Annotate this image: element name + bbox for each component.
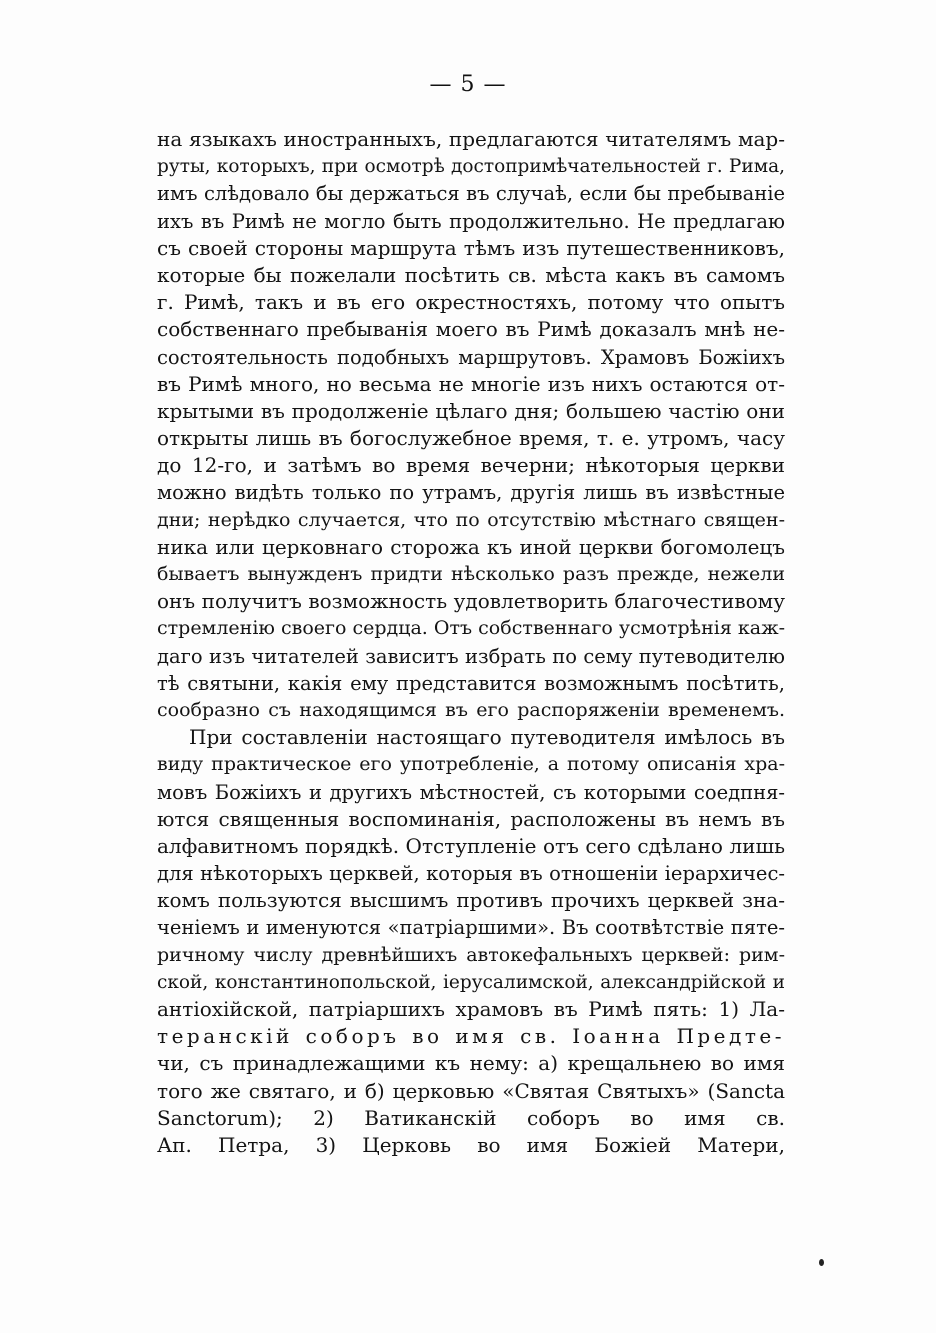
text-line: ника или церковнаго сторожа къ иной церкви богомолецъ xyxy=(157,534,785,559)
text-line: дни; нерѣдко случается, что по отсутствію мѣстнаго священ- xyxy=(157,508,785,531)
text-line: для нѣкоторыхъ церквей, которыя въ отношеніи іерархичес- xyxy=(157,862,785,886)
text-line: имъ слѣдовало бы держаться въ случаѣ, если бы пребываніе xyxy=(157,182,785,206)
text-line: онъ получитъ возможность удовлетворить благочестивому xyxy=(157,589,785,614)
text-line: можно видѣть только по утрамъ, другія лишь въ извѣстные xyxy=(157,481,785,505)
text-line: комъ пользуются высшимъ противъ прочихъ церквей зна- xyxy=(157,888,785,913)
text-line: руты, которыхъ, при осмотрѣ достопримѣчательностей г. Рима, xyxy=(157,156,785,178)
text-line: антіохійской, патріаршихъ храмовъ въ Римѣ пять: 1) Ла- xyxy=(157,997,785,1021)
text-line: алфавитномъ порядкѣ. Отступленіе отъ сего сдѣлано лишь xyxy=(157,833,785,858)
text-line: состоятельность подобныхъ маршрутовъ. Храмовъ Божіихъ xyxy=(157,345,785,369)
text-line: Ап. Петра, 3) Церковь во имя Божіей Матери, xyxy=(157,1132,785,1157)
text-line: сообразно съ находящимся въ его распоряженіи временемъ. xyxy=(157,698,785,721)
text-line: ются священныя воспоминанія, расположены въ немъ въ xyxy=(157,806,785,831)
text-line: въ Римѣ много, но весьма не многіе изъ нихъ остаются от- xyxy=(157,371,785,396)
text-line: виду практическое его употребленіе, а потому описанія хра- xyxy=(157,753,785,776)
text-line: ченіемъ и именуются «патріаршими». Въ соотвѣтствіе пяте- xyxy=(157,916,785,940)
text-line-spaced: теранскій соборъ во имя св. Іоанна Предте- xyxy=(157,1024,785,1049)
text-line: съ своей стороны маршрута тѣмъ изъ путешественниковъ, xyxy=(157,235,785,260)
page-number: — 5 — xyxy=(429,72,507,97)
text-line: того же святаго, и б) церковью «Святая Святыхъ» (Sancta xyxy=(157,1078,785,1103)
text-line: бываетъ вынужденъ придти нѣсколько разъ прежде, нежели xyxy=(157,563,785,585)
text-line: чи, съ принадлежащими къ нему: а) крещальнею во имя xyxy=(157,1051,785,1076)
text-line: собственнаго пребыванія моего въ Римѣ доказалъ мнѣ не- xyxy=(157,317,785,342)
body-text xyxy=(157,126,785,1159)
text-line: которые бы пожелали посѣтить св. мѣста какъ въ самомъ xyxy=(157,262,785,287)
text-line: ихъ въ Римѣ не могло быть продолжительно. Не предлагаю xyxy=(157,209,785,233)
stray-ink-mark xyxy=(819,1259,824,1266)
text-line: ричному числу древнѣйшихъ автокефальныхъ церквей: рим- xyxy=(157,943,785,966)
text-line: на языкахъ иностранныхъ, предлагаются читателямъ мар- xyxy=(157,127,785,151)
text-line: Sanctorum); 2) Ватиканскій соборъ во имя св. xyxy=(157,1105,785,1130)
text-line: г. Римѣ, такъ и въ его окрестностяхъ, потому что опытъ xyxy=(157,290,785,315)
text-line: до 12-го, и затѣмъ во время вечерни; нѣкоторыя церкви xyxy=(157,453,785,478)
text-line: ской, константинопольской, іерусалимской, александрійской и xyxy=(157,971,785,993)
text-line: тѣ святыни, какія ему представится возможнымъ посѣтить, xyxy=(157,671,785,695)
text-line: стремленію своего сердца. Отъ собственнаго усмотрѣнія каж- xyxy=(157,617,785,640)
text-line: открыты лишь въ богослужебное время, т. е. утромъ, часу xyxy=(157,426,785,451)
paragraph-2 xyxy=(157,724,785,1159)
text-line: При составленіи настоящаго путеводителя имѣлось въ xyxy=(189,725,785,750)
paragraph-1 xyxy=(157,126,785,724)
text-line: мовъ Божіихъ и другихъ мѣстностей, съ которыми соедпня- xyxy=(157,780,785,804)
text-line: даго изъ читателей зависитъ избрать по сему путеводителю xyxy=(157,644,785,668)
text-line: крытыми въ продолженіе цѣлаго дня; большею частію они xyxy=(157,398,785,423)
